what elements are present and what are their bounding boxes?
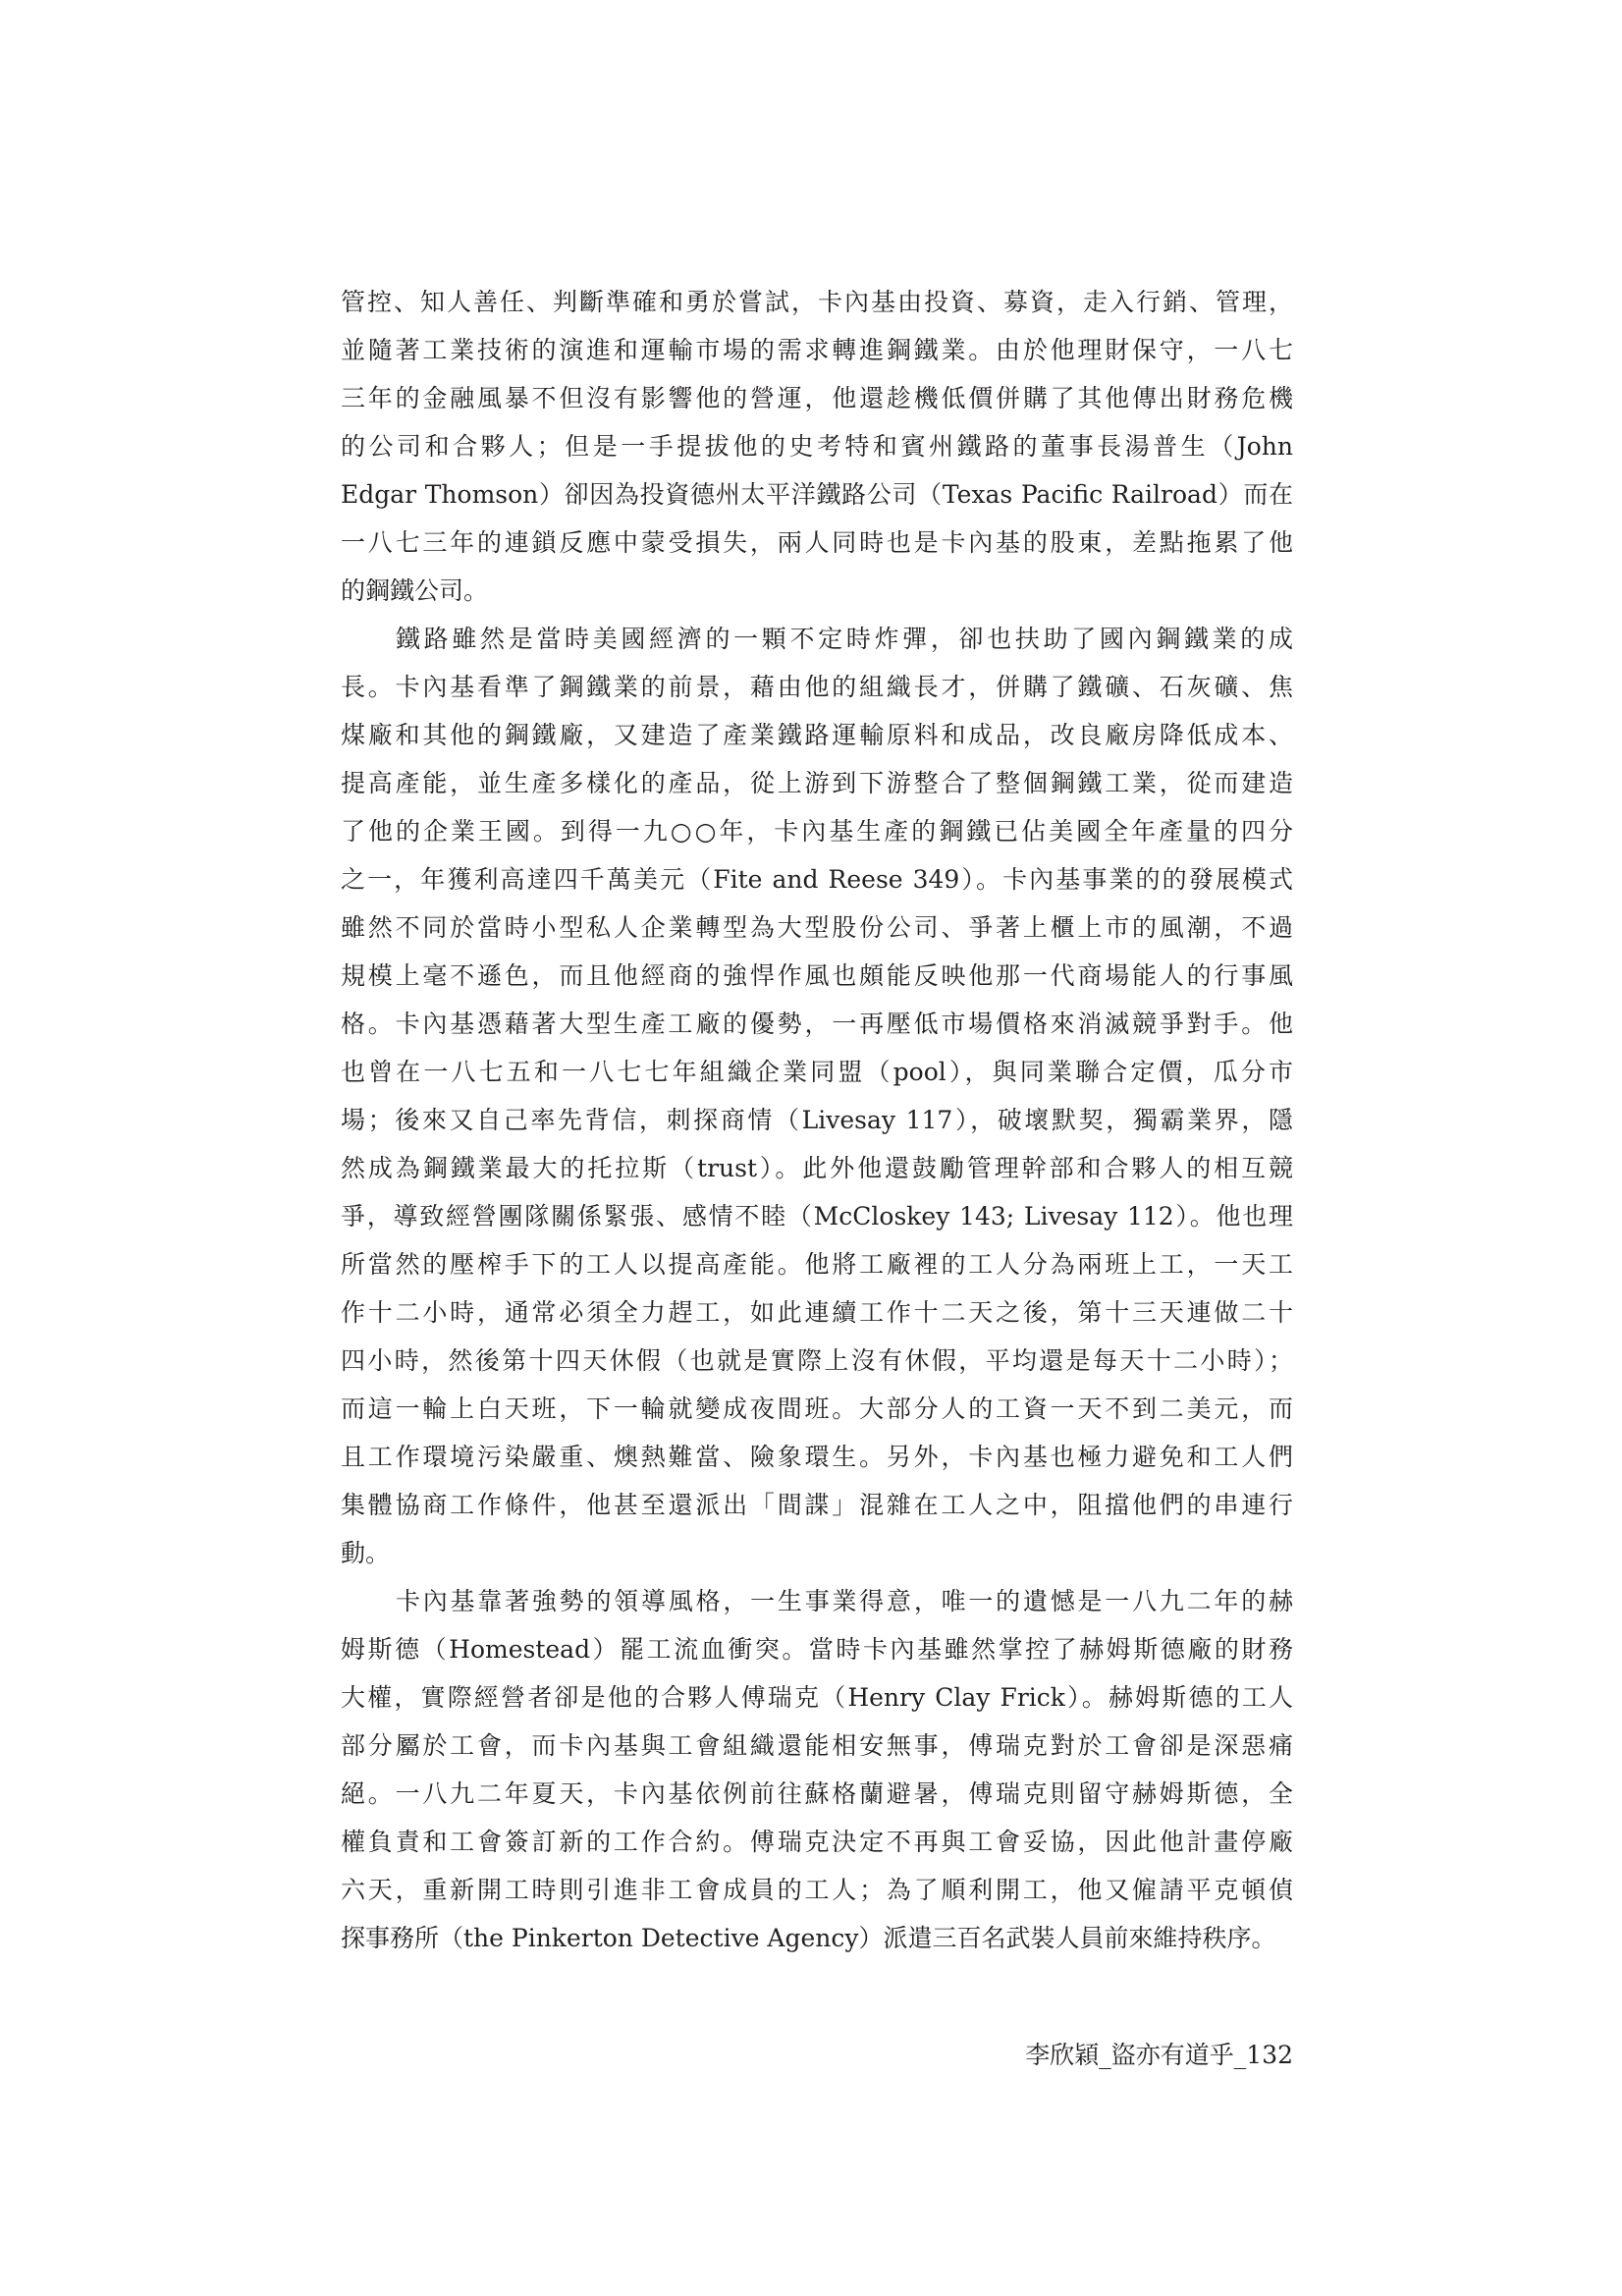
text-line: 三年的金融風暴不但沒有影響他的營運，他還趁機低價併購了其他傳出財務危機 [341, 384, 1293, 412]
text-line: 並隨著工業技術的演進和運輸市場的需求轉進鋼鐵業。由於他理財保守，一八七 [341, 336, 1293, 364]
text-line: 格。卡內基憑藉著大型生產工廠的優勢，一再壓低市場價格來消滅競爭對手。他 [341, 1010, 1293, 1038]
text-line: 煤廠和其他的鋼鐵廠，又建造了產業鐵路運輸原料和成品，改良廠房降低成本、 [341, 721, 1293, 749]
text-line: Edgar Thomson）卻因為投資德州太平洋鐵路公司（Texas Pacific Railroad）而在 [341, 480, 1293, 509]
text-line: 四小時，然後第十四天休假（也就是實際上沒有休假，平均還是每天十二小時）； [341, 1346, 1293, 1375]
article-body [341, 278, 1293, 1962]
text-line: 六天，重新開工時則引進非工會成員的工人；為了順利開工，他又僱請平克頓偵 [341, 1876, 1293, 1904]
text-line: 而這一輪上白天班，下一輪就變成夜間班。大部分人的工資一天不到二美元，而 [341, 1394, 1293, 1423]
text-line: 爭，導致經營團隊關係緊張、感情不睦（McCloskey 143; Livesay 112）。他也理 [341, 1202, 1293, 1230]
text-line: 的公司和合夥人；但是一手提拔他的史考特和賓州鐵路的董事長湯普生（John [341, 432, 1293, 461]
text-line: 規模上毫不遜色，而且他經商的強悍作風也頗能反映他那一代商場能人的行事風 [341, 961, 1293, 990]
text-line: 也曾在一八七五和一八七七年組織企業同盟（pool），與同業聯合定價，瓜分市 [341, 1058, 1293, 1086]
page-footer: 李欣穎_盜亦有道乎_132 [1025, 2041, 1293, 2069]
paragraph-2 [341, 615, 1293, 1577]
text-line: 且工作環境污染嚴重、燠熱難當、險象環生。另外，卡內基也極力避免和工人們 [341, 1443, 1293, 1471]
text-line: 了他的企業王國。到得一九○○年，卡內基生產的鋼鐵已佔美國全年產量的四分 [341, 817, 1293, 846]
text-line: 權負責和工會簽訂新的工作合約。傅瑞克決定不再與工會妥協，因此他計畫停廠 [341, 1828, 1293, 1856]
text-line: 所當然的壓榨手下的工人以提高產能。他將工廠裡的工人分為兩班上工，一天工 [341, 1250, 1293, 1279]
text-line: 探事務所（the Pinkerton Detective Agency）派遣三百名武裝人員前來維持秩序。 [341, 1924, 1276, 1952]
text-line: 的鋼鐵公司。 [341, 576, 489, 605]
text-line: 集體協商工作條件，他甚至還派出「間諜」混雜在工人之中，阻擋他們的串連行 [341, 1491, 1293, 1519]
text-line: 長。卡內基看準了鋼鐵業的前景，藉由他的組織長才，併購了鐵礦、石灰礦、焦 [341, 673, 1293, 701]
text-line: 大權，實際經營者卻是他的合夥人傅瑞克（Henry Clay Frick）。赫姆斯德的工人 [341, 1683, 1293, 1712]
text-line: 然成為鋼鐵業最大的托拉斯（trust）。此外他還鼓勵管理幹部和合夥人的相互競 [341, 1154, 1293, 1182]
text-line: 一八七三年的連鎖反應中蒙受損失，兩人同時也是卡內基的股東，差點拖累了他 [341, 528, 1293, 557]
text-line: 卡內基靠著強勢的領導風格，一生事業得意，唯一的遺憾是一八九二年的赫 [396, 1587, 1293, 1615]
paragraph-1 [341, 278, 1293, 615]
text-line: 絕。一八九二年夏天，卡內基依例前往蘇格蘭避暑，傅瑞克則留守赫姆斯德，全 [341, 1779, 1293, 1808]
text-line: 部分屬於工會，而卡內基與工會組織還能相安無事，傅瑞克對於工會卻是深惡痛 [341, 1731, 1293, 1760]
text-line: 雖然不同於當時小型私人企業轉型為大型股份公司、爭著上櫃上市的風潮，不過 [341, 913, 1293, 942]
text-line: 場；後來又自己率先背信，刺探商情（Livesay 117），破壞默契，獨霸業界，隱 [341, 1106, 1293, 1134]
text-line: 姆斯德（Homestead）罷工流血衝突。當時卡內基雖然掌控了赫姆斯德廠的財務 [341, 1635, 1293, 1664]
text-line: 鐵路雖然是當時美國經濟的一顆不定時炸彈，卻也扶助了國內鋼鐵業的成 [396, 625, 1293, 653]
text-line: 提高產能，並生產多樣化的產品，從上游到下游整合了整個鋼鐵工業，從而建造 [341, 769, 1293, 797]
paragraph-3 [341, 1577, 1293, 1962]
text-line: 作十二小時，通常必須全力趕工，如此連續工作十二天之後，第十三天連做二十 [341, 1298, 1293, 1327]
text-line: 動。 [341, 1539, 391, 1567]
text-line: 之一，年獲利高達四千萬美元（Fite and Reese 349）。卡內基事業的的發展模式 [341, 865, 1293, 894]
text-line: 管控、知人善任、判斷準確和勇於嘗試，卡內基由投資、募資，走入行銷、管理， [341, 288, 1293, 316]
